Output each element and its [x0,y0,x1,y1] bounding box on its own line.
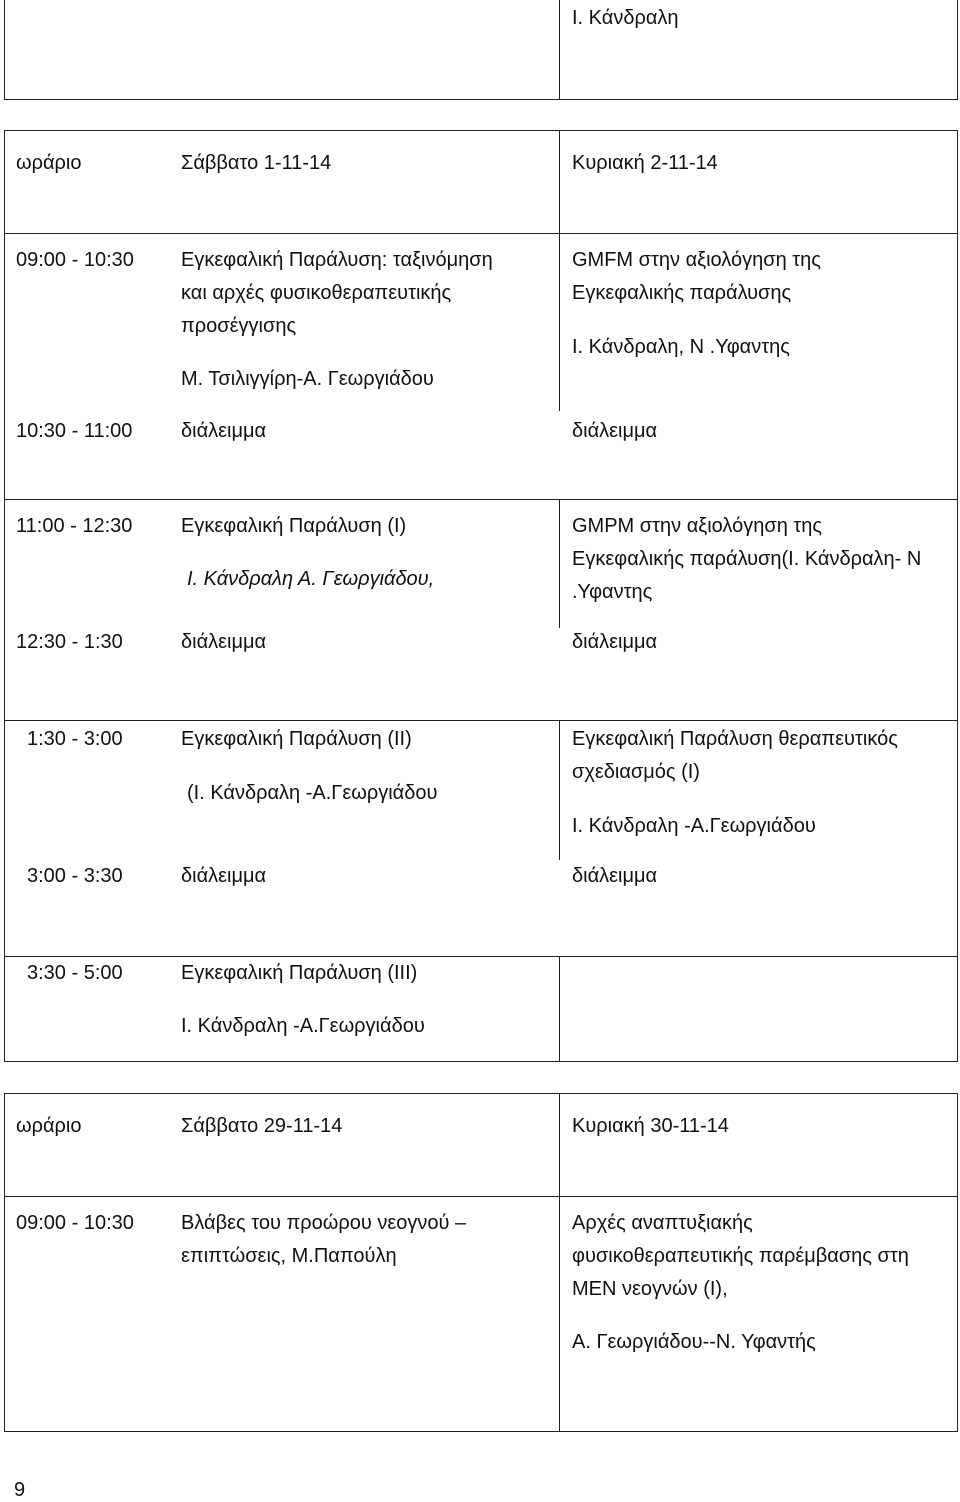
s2-r1-day1-line1: Βλάβες του προώρου νεογνού – [181,1212,467,1234]
s1-r2-day2-line1: GMPM στην αξιολόγηση της [572,515,823,537]
s1-br2-day2: διάλειμμα [572,631,658,653]
s1-r1-day1-line3: προσέγγισης [181,315,297,337]
schedule1-divider-r3 [559,720,560,860]
s1-r1-day2-line2: Εγκεφαλικής παράλυσης [572,282,792,304]
s1-br3-day2: διάλειμμα [572,865,658,887]
s1-r2-day1-speakers: Ι. Κάνδραλη Α. Γεωργιάδου, [187,568,435,590]
schedule2-header-time: ωράριο [16,1115,82,1137]
s2-r1-day2-line2: φυσικοθεραπευτικής παρέμβασης στη [572,1245,909,1267]
s1-r2-day1-line1: Εγκεφαλική Παράλυση (Ι) [181,515,407,537]
s1-br1-time: 10:30 - 11:00 [16,420,133,442]
s1-r3-day2-speakers: Ι. Κάνδραλη -Α.Γεωργιάδου [572,815,816,837]
s1-r3-day2-line2: σχεδιασμός (Ι) [572,761,700,783]
schedule2-header-box [4,1093,958,1197]
s1-r1-day1-line2: και αρχές φυσικοθεραπευτικής [181,282,452,304]
schedule2-header-day1: Σάββατο 29-11-14 [181,1115,343,1137]
s1-r1-day1-speakers: Μ. Τσιλιγγίρη-Α. Γεωργιάδου [181,368,434,390]
schedule1-divider-r4 [559,956,560,1062]
s1-r3-time: 1:30 - 3:00 [27,728,123,750]
schedule1-body-box [4,233,958,1062]
s1-r2-time: 11:00 - 12:30 [16,515,133,537]
s2-r1-day2-line1: Αρχές αναπτυξιακής [572,1212,753,1234]
schedule1-header-time: ωράριο [16,152,82,174]
s2-r1-time: 09:00 - 10:30 [16,1212,134,1234]
s1-r1-day2-line1: GMFM στην αξιολόγηση της [572,249,821,271]
schedule2-body-box [4,1196,958,1432]
s1-br2-day1: διάλειμμα [181,631,267,653]
schedule1-divider-r2 [559,500,560,628]
s1-r1-day1-line1: Εγκεφαλική Παράλυση: ταξινόμηση [181,249,493,271]
s1-br3-day1: διάλειμμα [181,865,267,887]
schedule1-header-day2: Κυριακή 2-11-14 [572,152,718,174]
schedule2-header-day2: Κυριακή 30-11-14 [572,1115,729,1137]
s1-r1-day2-speakers: Ι. Κάνδραλη, Ν .Υφαντης [572,336,790,358]
s1-br3-time: 3:00 - 3:30 [27,865,123,887]
s1-r2-day2-line3: .Υφαντης [572,581,653,603]
s1-br1-day2: διάλειμμα [572,420,658,442]
s2-r1-day1-line2: επιπτώσεις, Μ.Παπούλη [181,1245,397,1267]
s1-r4-day1-speakers: Ι. Κάνδραλη -Α.Γεωργιάδου [181,1015,425,1037]
s1-r1-time: 09:00 - 10:30 [16,249,134,271]
s1-r2-day2-line2: Εγκεφαλικής παράλυση(Ι. Κάνδραλη- Ν [572,548,922,570]
schedule1-row4-top-line [4,956,958,957]
schedule1-row2-top-line [4,499,958,500]
s2-r1-day2-speakers: Α. Γεωργιάδου--Ν. Υφαντής [572,1331,816,1353]
schedule1-header-divider [559,130,560,234]
schedule1-row3-top-line [4,720,958,721]
s1-br2-time: 12:30 - 1:30 [16,631,123,653]
schedule2-header-divider [559,1093,560,1197]
s1-r4-day1-line1: Εγκεφαλική Παράλυση (ΙΙΙ) [181,962,418,984]
schedule2-body-divider [559,1196,560,1432]
s1-r3-day1-speakers: (Ι. Κάνδραλη -Α.Γεωργιάδου [187,782,438,804]
page-number: 9 [14,1479,26,1501]
schedule1-divider-r1 [559,233,560,411]
s1-r3-day2-line1: Εγκεφαλική Παράλυση θεραπευτικός [572,728,898,750]
top-table-fragment [4,0,958,100]
schedule1-header-day1: Σάββατο 1-11-14 [181,152,332,174]
s1-br1-day1: διάλειμμα [181,420,267,442]
s1-r3-day1-line1: Εγκεφαλική Παράλυση (ΙΙ) [181,728,412,750]
top-name: Ι. Κάνδραλη [572,7,679,29]
schedule1-header-box [4,130,958,234]
s2-r1-day2-line3: ΜΕΝ νεογνών (Ι), [572,1278,728,1300]
top-table-divider [559,0,560,100]
s1-r4-time: 3:30 - 5:00 [27,962,123,984]
